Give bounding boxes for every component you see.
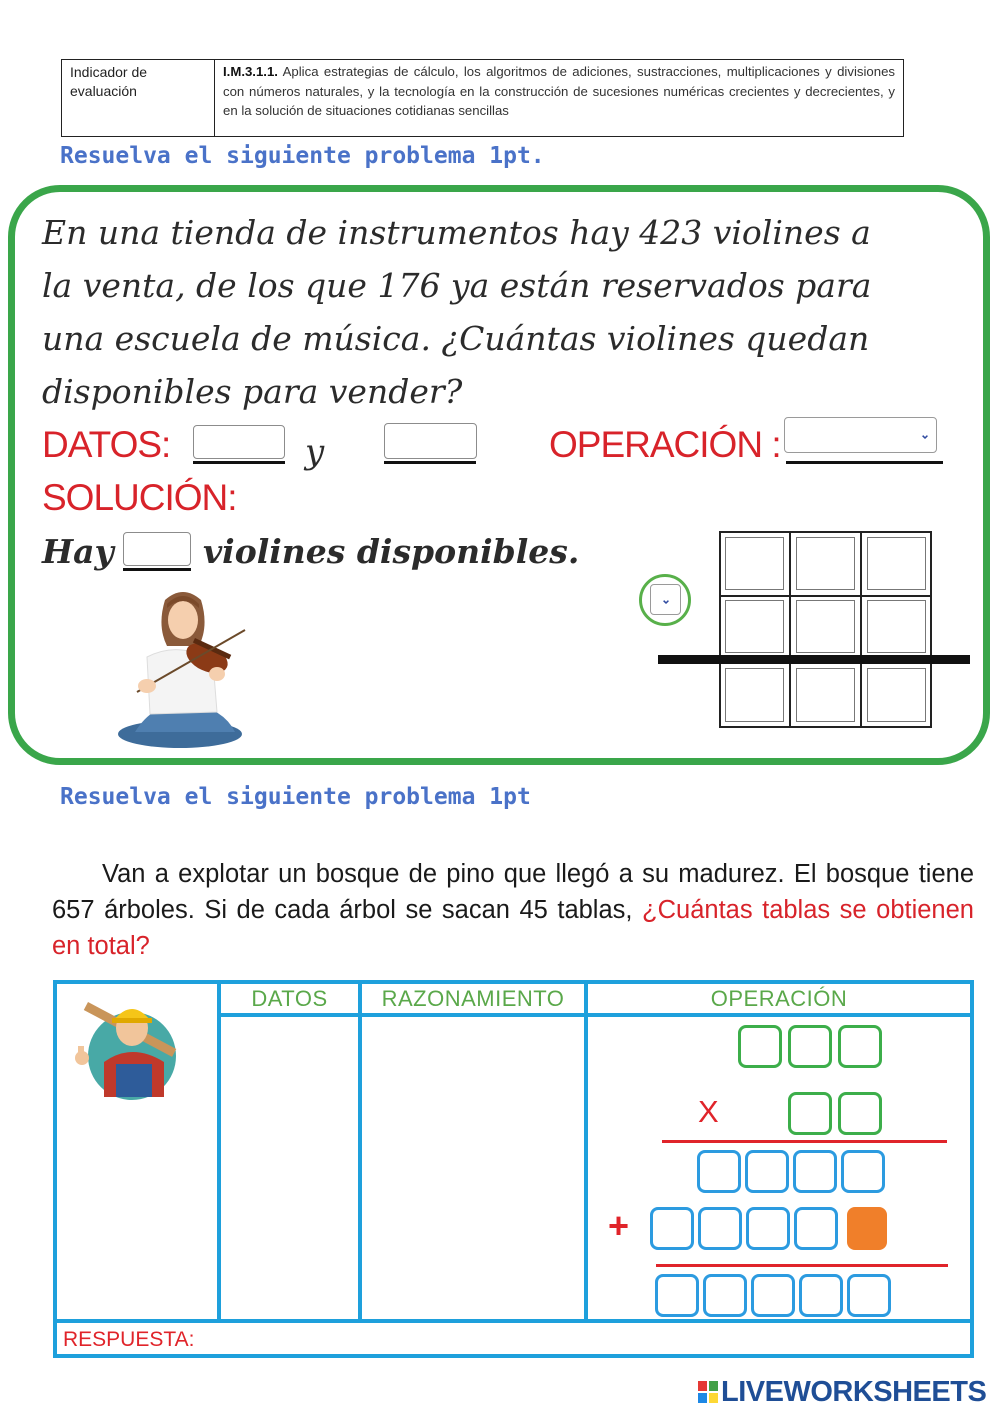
problem2-title: Resuelva el siguiente problema 1pt [60,784,531,810]
datos-underline-1 [193,461,285,464]
solucion-label: SOLUCIÓN: [42,477,237,518]
datos-label: DATOS: [42,424,171,465]
digit-input[interactable] [841,1150,885,1193]
answer-underline [123,568,191,571]
digit-input[interactable] [847,1274,891,1317]
digit-input[interactable] [725,600,784,653]
digit-input[interactable] [698,1207,742,1250]
header-datos: DATOS [251,986,328,1011]
indicator-table [61,59,904,137]
grid-divider [860,531,862,728]
indicator-code: I.M.3.1.1. [223,64,278,79]
answer-input[interactable] [123,532,191,566]
digit-input[interactable] [655,1274,699,1317]
header-operacion: OPERACIÓN [710,986,848,1011]
digit-input[interactable] [703,1274,747,1317]
digit-input[interactable] [867,537,926,590]
digit-input[interactable] [796,537,855,590]
operacion-label: OPERACIÓN : [549,424,781,465]
digit-input[interactable] [838,1025,882,1068]
grid-divider [719,595,932,597]
table-divider [53,1319,974,1323]
problem1-line-4: disponibles para vender? [42,372,463,411]
digit-input[interactable] [788,1092,832,1135]
digit-input[interactable] [751,1274,795,1317]
grid-divider [789,531,791,728]
digit-input[interactable] [746,1207,790,1250]
sign-select[interactable] [650,584,681,615]
worker-illustration [72,992,194,1102]
digit-input[interactable] [788,1025,832,1068]
digit-input[interactable] [867,668,926,722]
liveworksheets-logo-icon [698,1381,718,1403]
problem2-text [52,856,974,964]
chevron-down-icon: ⌄ [919,427,930,442]
digit-input[interactable] [793,1150,837,1193]
digit-input[interactable] [838,1092,882,1135]
problem1-line-2: la venta, de los que 176 ya están reservados para [42,266,872,305]
indicator-text: Aplica estrategias de cálculo, los algoritmos de adiciones, sustracciones, multiplicaciones y divisiones con números naturales, y la tecnología en la construcción de sucesiones numéricas crecientes y decrecientes, y en la solución de situaciones cotidianas sencillas [223,64,896,118]
indicator-description [215,60,903,136]
problem2-text-main: Van a explotar un bosque de pino que llegó a su madurez. El bosque tiene 657 árboles. Si de cada árbol se sacan 45 tablas, [52,860,974,924]
digit-input[interactable] [796,668,855,722]
subtraction-bar [658,655,970,664]
digit-input[interactable] [697,1150,741,1193]
digit-input[interactable] [796,600,855,653]
violines-label: violines disponibles. [203,532,580,571]
digit-input[interactable] [745,1150,789,1193]
violin-girl-illustration [95,582,255,750]
indicator-label: Indicador de evaluación [62,60,215,136]
datos-area[interactable] [221,1017,358,1319]
datos-input-1[interactable] [193,425,285,459]
digit-input[interactable] [799,1274,843,1317]
header-razonamiento: RAZONAMIENTO [381,986,565,1011]
digit-input[interactable] [725,537,784,590]
datos-input-2[interactable] [384,423,477,459]
chevron-down-icon: ⌄ [660,591,671,606]
plus-sign: + [608,1205,630,1246]
digit-input[interactable] [794,1207,838,1250]
razonamiento-area[interactable] [362,1017,584,1319]
hay-label: Hay [42,532,114,571]
datos-underline-2 [384,461,476,464]
respuesta-label: RESPUESTA: [63,1328,195,1351]
operacion-select[interactable] [784,417,937,453]
problem1-title: Resuelva el siguiente problema 1pt. [60,143,545,169]
problem1-line-3: una escuela de música. ¿Cuántas violines quedan [42,319,870,358]
digit-input[interactable] [725,668,784,722]
sum-line [656,1264,948,1267]
digit-input[interactable] [738,1025,782,1068]
table-divider [584,980,588,1322]
respuesta-input[interactable] [230,1324,970,1354]
problem1-line-1: En una tienda de instrumentos hay 423 violines a [42,213,871,252]
multiplication-line [662,1140,947,1143]
digit-input[interactable] [867,600,926,653]
digit-input[interactable] [650,1207,694,1250]
footer-brand[interactable]: LIVEWORKSHEETS [721,1376,987,1408]
operacion-underline [786,461,943,464]
times-sign: X [698,1094,719,1129]
y-label: y [305,432,325,472]
placeholder-zero-box [847,1207,887,1250]
problem2-question: ¿Cuántas tablas se obtienen en total? [52,896,974,960]
